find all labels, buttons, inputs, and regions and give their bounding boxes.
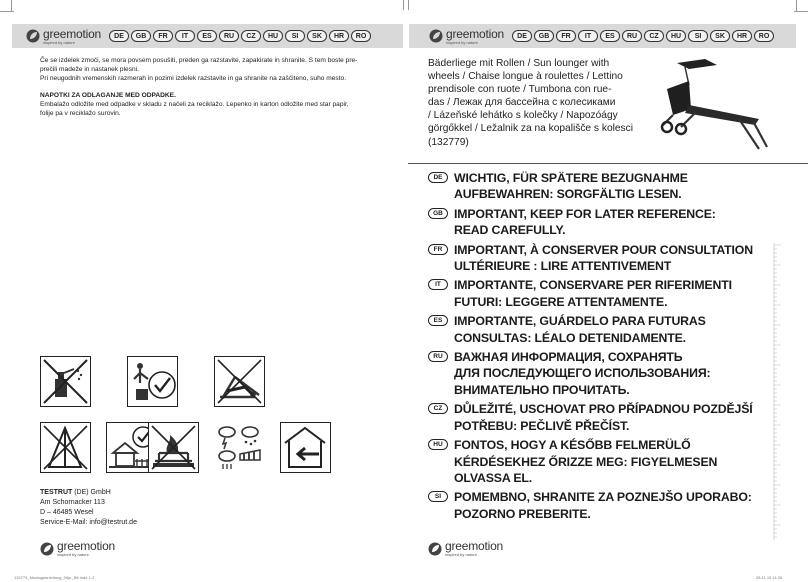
footer-brand-logo — [428, 540, 503, 557]
lang-code-badge: IT — [428, 279, 448, 290]
lang-badge: FR — [556, 30, 576, 42]
no-sharp-objects-icon — [40, 422, 91, 473]
crop-mark — [408, 0, 409, 10]
brand-tagline: inspired by nature — [57, 552, 89, 557]
lang-badge: FR — [153, 30, 173, 42]
lang-badge: ES — [197, 30, 217, 42]
lang-badge: IT — [175, 30, 195, 42]
warning-line: AUFBEWAHREN: SORGFÄLTIG LESEN. — [454, 187, 682, 202]
warning-line: READ CAREFULLY. — [454, 223, 566, 238]
company-city: D – 46485 Wesel — [40, 509, 94, 516]
lang-badge: RU — [622, 30, 642, 42]
warning-line: ВАЖНАЯ ИНФОРМАЦИЯ, СОХРАНЯТЬ — [454, 350, 683, 365]
lang-badge: SI — [285, 30, 305, 42]
brand-name: greemotion — [43, 26, 102, 41]
wipe-clean-icon — [127, 356, 178, 407]
lang-code-badge: DE — [428, 172, 448, 183]
lang-code-badge: GB — [428, 208, 448, 219]
leaf-logo-icon — [428, 542, 442, 556]
brand-logo — [429, 28, 504, 45]
leaf-logo-icon — [429, 29, 443, 43]
warning-line: ULTÉRIEURE : LIRE ATTENTIVEMENT — [454, 259, 672, 274]
intro-line: Pri neugodnih vremenskih razmerah in pozimi izdelek razstavite in ga shranite na zaščiteno, suho mesto. — [40, 74, 347, 82]
lang-badge: ES — [600, 30, 620, 42]
lang-badge: SI — [688, 30, 708, 42]
brand-logo — [26, 28, 101, 45]
company-address — [40, 488, 137, 528]
brand-tagline: inspired by nature — [43, 39, 75, 45]
measuring-ruler — [772, 243, 786, 540]
sun-lounger-illustration — [655, 57, 777, 157]
title-line: / Lázeňské lehátko s kolečky / Napozóágy — [428, 110, 618, 122]
lang-badge: CZ — [241, 30, 261, 42]
language-badges — [512, 30, 774, 42]
warning-cz — [428, 401, 768, 434]
lang-badge: IT — [578, 30, 598, 42]
lang-badge: DE — [512, 30, 532, 42]
warning-line: IMPORTANT, À CONSERVER POUR CONSULTATION — [454, 242, 753, 257]
lang-code-badge: ES — [428, 315, 448, 326]
lang-badge: HU — [666, 30, 686, 42]
lang-badge: GB — [131, 30, 151, 42]
brand-tagline: inspired by nature — [446, 39, 478, 45]
warning-line: DŮLEŽITÉ, USCHOVAT PRO PŘÍPADNOU POZDĚJŠÍ — [454, 402, 753, 417]
warning-line: ДЛЯ ПОСЛЕДУЮЩЕГО ИСПОЛЬЗОВАНИЯ: — [454, 366, 711, 381]
lang-badge: HU — [263, 30, 283, 42]
disposal-line: Embalažo odložite med odpadke v skladu z načeli za reciklažo. Lepenko in karton odložite med star papir, — [40, 101, 349, 109]
title-line: görgőkkel / Ležalnik za na kopališče s kolesci — [428, 123, 633, 135]
brand-name: greemotion — [445, 539, 504, 553]
print-slug — [0, 574, 808, 582]
footer-brand-logo — [40, 540, 115, 557]
warning-line: IMPORTANTE, GUÁRDELO PARA FUTURAS — [454, 314, 706, 329]
title-line: Bäderliege mit Rollen / Sun lounger with — [428, 58, 610, 69]
brand-tagline: inspired by nature — [445, 552, 477, 557]
leaf-logo-icon — [40, 542, 54, 556]
lang-badge: SK — [307, 30, 327, 42]
file-name: 132779_Montageanleitung_09pr_B5.indd 1-2 — [14, 575, 95, 580]
warning-fr — [428, 242, 768, 275]
lang-code-badge: RU — [428, 351, 448, 362]
warning-line: ВНИМАТЕЛЬНО ПРОЧИТАТЬ. — [454, 382, 630, 397]
language-badges — [109, 30, 371, 42]
warning-line: WICHTIG, FÜR SPÄTERE BEZUGNAHME — [454, 171, 688, 185]
company-name: TESTRUT — [40, 489, 73, 496]
lang-badge: CZ — [644, 30, 664, 42]
lang-code-badge: FR — [428, 244, 448, 255]
crop-mark — [403, 0, 404, 10]
warning-line: IMPORTANTE, CONSERVARE PER RIFERIMENTI — [454, 278, 732, 293]
print-date: 28.11.19 11:26 — [756, 575, 783, 580]
lang-badge: SK — [710, 30, 730, 42]
company-street: Am Schornacker 113 — [40, 499, 105, 506]
brand-name: greemotion — [446, 26, 505, 41]
lang-code-badge: CZ — [428, 403, 448, 414]
warning-gb — [428, 206, 768, 239]
lang-badge: HR — [732, 30, 752, 42]
right-header-bar — [409, 24, 796, 48]
lang-badge: RU — [219, 30, 239, 42]
company-email[interactable]: Service-E-Mail: info@testrut.de — [40, 519, 137, 526]
warning-it — [428, 277, 768, 310]
left-header-bar — [12, 24, 403, 48]
lang-code-badge: SI — [428, 491, 448, 502]
warning-de — [428, 170, 768, 203]
disposal-line: folije pa v reciklažo surovin. — [40, 109, 121, 117]
no-chemical-cleaner-icon — [40, 356, 91, 407]
title-divider — [408, 163, 808, 164]
title-line: prendisole con ruote / Tumbona con rue- — [428, 84, 612, 96]
warning-line: FONTOS, HOGY A KÉSŐBB FELMERÜLŐ — [454, 438, 691, 453]
warning-line: CONSULTAS: LÉALO DETENIDAMENTE. — [454, 330, 686, 345]
crop-mark — [796, 0, 797, 12]
lang-badge: RO — [754, 30, 774, 42]
intro-line: prečili madeže in nastanek plesni. — [40, 65, 139, 73]
intro-line: Če se izdelek zmoči, se mora povsem posušiti, preden ga razstavite, zapakirate in shranite. S tem boste pre- — [40, 57, 358, 64]
lang-code-badge: HU — [428, 439, 448, 450]
lang-badge: GB — [534, 30, 554, 42]
lang-badge: HR — [329, 30, 349, 42]
lang-badge: RO — [351, 30, 371, 42]
warning-line: POTŘEBU: PEČLIVĚ PŘEČÍST. — [454, 418, 630, 433]
warning-hu — [428, 437, 768, 486]
no-lying-on-folded-lounger-icon — [214, 356, 265, 407]
brand-name: greemotion — [57, 539, 116, 553]
warning-line: POMEMBNO, SHRANITE ZA POZNEJŠO UPORABO: — [454, 490, 752, 505]
disposal-heading: NAPOTKI ZA ODLAGANJE MED ODPADKE. — [40, 92, 176, 100]
weather-storm-icon — [214, 422, 265, 473]
title-line: das / Лежак для бассейна с колесиками — [428, 97, 616, 109]
title-line: wheels / Chaise longue à roulettes / Lettino — [428, 71, 623, 83]
title-line: (132779) — [428, 136, 469, 148]
warning-line: IMPORTANT, KEEP FOR LATER REFERENCE: — [454, 206, 716, 221]
lang-badge: DE — [109, 30, 129, 42]
product-title — [428, 57, 660, 149]
safety-warnings — [428, 170, 768, 525]
company-country: (DE) GmbH — [72, 489, 111, 496]
warning-line: KÉRDÉSEKHEZ ŐRIZZE MEG: FIGYELMESEN — [454, 454, 718, 469]
warning-line: OLVASSA EL. — [454, 470, 533, 485]
no-fire-icon — [148, 422, 199, 473]
warning-si — [428, 489, 768, 522]
store-indoors-icon — [280, 422, 331, 473]
warning-line: POZORNO PREBERITE. — [454, 506, 591, 521]
warning-ru — [428, 349, 768, 398]
crop-mark — [11, 0, 12, 12]
warning-es — [428, 313, 768, 346]
care-instructions — [40, 57, 385, 119]
warning-line: FUTURI: LEGGERE ATTENTAMENTE. — [454, 294, 668, 309]
leaf-logo-icon — [26, 29, 40, 43]
